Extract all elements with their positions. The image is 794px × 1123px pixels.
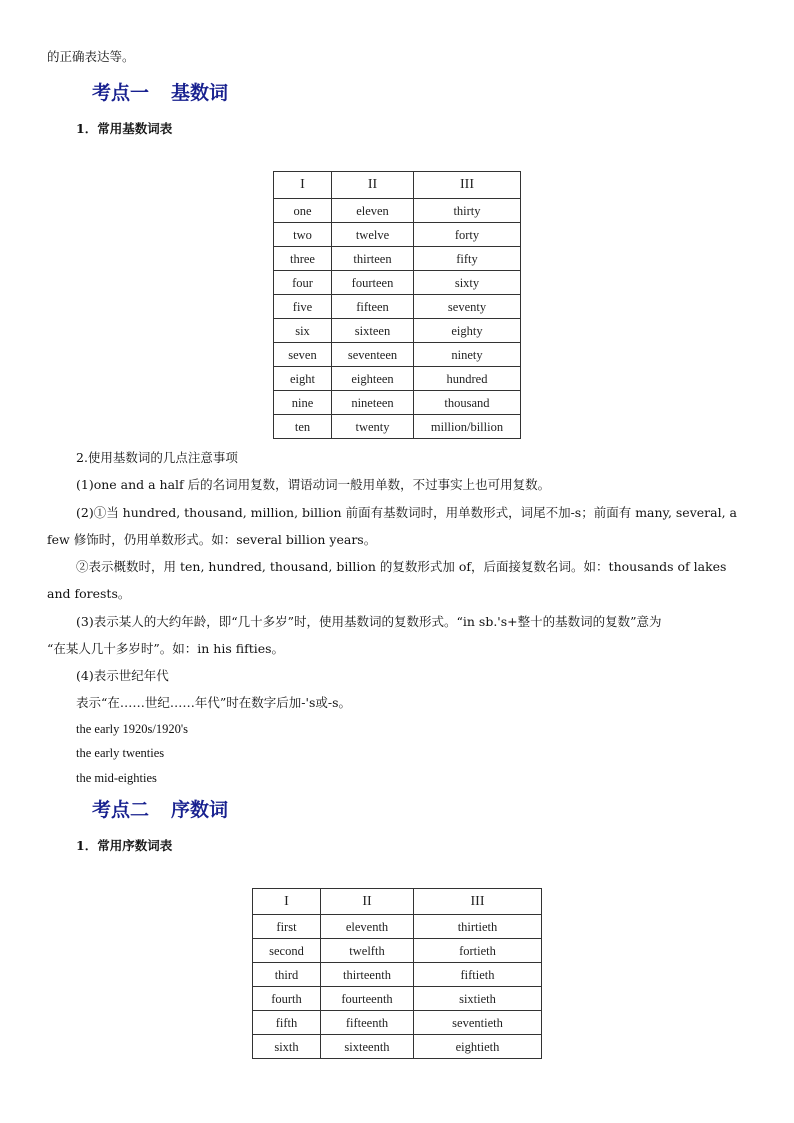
table-cell: nine [274,391,332,415]
table-row [274,367,521,391]
note-2b-line1: ②表示概数时，用 ten, hundred, thousand, billion 的复数形式加 of，后面接复数名词。如：thousands of lakes [76,559,727,574]
note-4: (4)表示世纪年代 [76,668,169,683]
table-cell: one [274,199,332,223]
table-cell: sixth [253,1035,321,1059]
table-row [274,223,521,247]
table-row [274,199,521,223]
table-row [253,915,542,939]
table-cell: two [274,223,332,247]
table-row [274,391,521,415]
table-cell: second [253,939,321,963]
table-cell: six [274,319,332,343]
table-cell: seventy [414,295,521,319]
table-cell: seven [274,343,332,367]
table-cell: seventeen [332,343,414,367]
column-header: II [332,172,414,199]
table-cell: seventieth [414,1011,542,1035]
table-cell: thirteenth [321,963,414,987]
notes-heading: 2.使用基数词的几点注意事项 [76,450,238,465]
table-cell: eleventh [321,915,414,939]
section2-title [92,795,228,822]
table-cell: ten [274,415,332,439]
section2-title-topic: 序数词 [171,799,229,821]
table-row [274,271,521,295]
section2-subheading: 1．常用序数词表 [76,838,173,853]
table-row [274,295,521,319]
table-cell: thirty [414,199,521,223]
table-cell: fifth [253,1011,321,1035]
table-header-row [274,172,521,199]
note-2-line2: few 修饰时，仍用单数形式。如：several billion years。 [47,532,377,547]
table-cell: fiftieth [414,963,542,987]
table-cell: fortieth [414,939,542,963]
table-cell: thousand [414,391,521,415]
note-2b-line2: and forests。 [47,586,131,601]
table-cell: eleven [332,199,414,223]
table-row [253,939,542,963]
note-1: (1)one and a half 后的名词用复数，谓语动词一般用单数，不过事实上也可用复数。 [76,477,551,492]
cardinal-number-table [273,171,521,439]
table-cell: first [253,915,321,939]
table-cell: sixtieth [414,987,542,1011]
column-header: III [414,889,542,915]
table-cell: twelve [332,223,414,247]
table-cell: sixteen [332,319,414,343]
table-row [274,247,521,271]
table-cell: eightieth [414,1035,542,1059]
example-line: the mid-eighties [76,771,157,785]
example-line: the early twenties [76,746,165,760]
table-cell: thirtieth [414,915,542,939]
example-line: the early 1920s/1920's [76,722,188,736]
table-cell: eighteen [332,367,414,391]
table-cell: four [274,271,332,295]
table-cell: fourteenth [321,987,414,1011]
table-cell: fourteen [332,271,414,295]
table-row [253,963,542,987]
table-row [253,1011,542,1035]
table-cell: hundred [414,367,521,391]
ordinal-number-table [252,888,542,1059]
table-header-row [253,889,542,915]
table-cell: sixteenth [321,1035,414,1059]
table-cell: nineteen [332,391,414,415]
table-cell: fourth [253,987,321,1011]
section1-title [92,78,228,105]
note-4-description: 表示“在……世纪……年代”时在数字后加-'s或-s。 [76,695,351,710]
section1-title-topic: 基数词 [171,82,229,104]
table-cell: three [274,247,332,271]
table-cell: ninety [414,343,521,367]
table-cell: forty [414,223,521,247]
table-cell: eight [274,367,332,391]
table-cell: twelfth [321,939,414,963]
note-2-line1: (2)①当 hundred, thousand, million, billion 前面有基数词时，用单数形式，词尾不加-s；前面有 many, several, a [76,505,737,520]
table-cell: twenty [332,415,414,439]
section2-title-label: 考点二 [92,799,150,821]
table-cell: thirteen [332,247,414,271]
table-cell: eighty [414,319,521,343]
table-cell: million/billion [414,415,521,439]
section1-title-label: 考点一 [92,82,150,104]
table-cell: fifteenth [321,1011,414,1035]
note-3-line1: (3)表示某人的大约年龄，即“几十多岁”时，使用基数词的复数形式。“in sb.'s+整十的基数词的复数”意为 [76,614,662,629]
column-header: I [253,889,321,915]
column-header: I [274,172,332,199]
section1-subheading: 1．常用基数词表 [76,121,173,136]
table-row [253,1035,542,1059]
intro-fragment: 的正确表达等。 [47,49,135,64]
table-row [274,415,521,439]
column-header: II [321,889,414,915]
note-3-line2: “在某人几十多岁时”。如：in his fifties。 [47,641,285,656]
table-row [274,319,521,343]
table-cell: sixty [414,271,521,295]
table-row [274,343,521,367]
column-header: III [414,172,521,199]
table-cell: third [253,963,321,987]
table-cell: fifteen [332,295,414,319]
table-row [253,987,542,1011]
table-cell: fifty [414,247,521,271]
table-cell: five [274,295,332,319]
